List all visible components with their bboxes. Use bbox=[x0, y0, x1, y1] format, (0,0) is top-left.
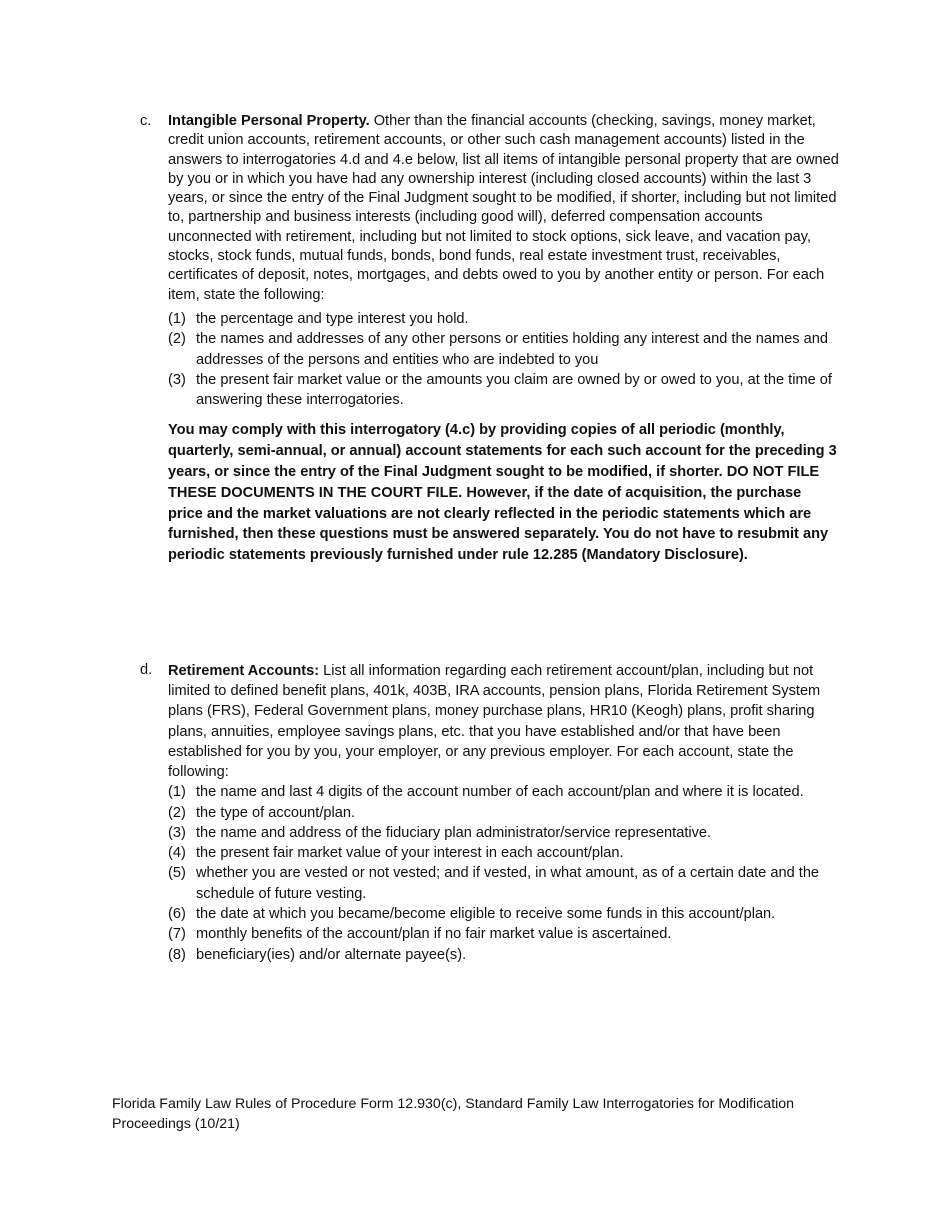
section-intangible-property bbox=[140, 112, 840, 566]
list-item-text: the percentage and type interest you hold. bbox=[196, 310, 469, 327]
list-item-text: monthly benefits of the account/plan if no fair market value is ascertained. bbox=[196, 926, 672, 943]
list-item bbox=[168, 924, 840, 944]
item-list bbox=[168, 309, 840, 410]
list-item-text: beneficiary(ies) and/or alternate payee(s). bbox=[196, 946, 467, 963]
list-item-number: (2) bbox=[168, 331, 186, 348]
list-item-number: (5) bbox=[168, 865, 186, 882]
list-item bbox=[168, 803, 840, 823]
list-item-text: the name and last 4 digits of the account number of each account/plan and where it is located. bbox=[196, 784, 804, 801]
list-item-number: (1) bbox=[168, 310, 186, 327]
list-item bbox=[168, 843, 840, 863]
list-item bbox=[168, 863, 840, 904]
list-item-number: (1) bbox=[168, 784, 186, 801]
item-list bbox=[168, 782, 840, 965]
list-item bbox=[168, 945, 840, 965]
list-item bbox=[168, 309, 840, 329]
list-item-number: (3) bbox=[168, 371, 186, 388]
section-intro bbox=[168, 661, 840, 782]
list-item-text: the present fair market value or the amounts you claim are owned by or owed to you, at the time of answering these interrogatories. bbox=[196, 371, 832, 409]
section-heading: Retirement Accounts: bbox=[168, 663, 320, 679]
list-item bbox=[168, 904, 840, 924]
list-item-number: (3) bbox=[168, 824, 186, 841]
section-letter: c. bbox=[140, 113, 152, 129]
list-item-number: (7) bbox=[168, 926, 186, 943]
section-intro-text: Other than the financial accounts (checking, savings, money market, credit union accounts, retirement accounts, or other such cash management accounts) listed in the answers to interrogatories 4.d and 4.e below, list all items of intangible personal property that are owned by you or in which you have had any ownership interest (including closed accounts) within the last 3 years, or since the entry of the Final Judgment sought to be modified, if shorter, including but not limited to, partnership and business interests (including good will), deferred compensation accounts unconnected with retirement, including but not limited to stock options, sick leave, and vacation pay, stocks, stock funds, mutual funds, bonds, bond funds, real estate investment trust, receivables, certificates of deposit, notes, mortgages, and debts owed to you by another entity or person. For each item, state the following: bbox=[168, 113, 839, 303]
list-item-number: (8) bbox=[168, 946, 186, 963]
list-item-text: the name and address of the fiduciary plan administrator/service representative. bbox=[196, 824, 712, 841]
section-retirement-accounts bbox=[140, 661, 840, 965]
section-intro-text: List all information regarding each retirement account/plan, including but not limited to defined benefit plans, 401k, 403B, IRA accounts, pension plans, Florida Retirement System plans (FRS), Federal Government plans, money purchase plans, HR10 (Keogh) plans, profit sharing plans, annuities, employee savings plans, etc. that you have established and/or that have been established for you by you, your employer, or any previous employer. For each account, state the following: bbox=[168, 663, 821, 781]
list-item bbox=[168, 370, 840, 411]
list-item bbox=[168, 329, 840, 370]
section-heading: Intangible Personal Property. bbox=[168, 113, 370, 129]
list-item-text: the present fair market value of your interest in each account/plan. bbox=[196, 845, 624, 862]
list-item-number: (6) bbox=[168, 906, 186, 922]
list-item-text: the names and addresses of any other persons or entities holding any interest and the names and addresses of the persons and entities who are indebted to you bbox=[196, 331, 828, 368]
list-item bbox=[168, 782, 840, 802]
compliance-note: You may comply with this interrogatory (4.c) by providing copies of all periodic (monthly, quarterly, semi-annual, or annual) account statements for each such account for the preceding 3 years, or since the entry of the Final Judgment sought to be modified, if shorter. DO NOT FILE THESE DOCUMENTS IN THE COURT FILE. However, if the date of acquisition, the purchase price and the market valuations are not clearly reflected in the periodic statements which are furnished, then these questions must be answered separately. You do not have to resubmit any periodic statements previously furnished under rule 12.285 (Mandatory Disclosure). bbox=[168, 422, 837, 564]
list-item-number: (2) bbox=[168, 804, 186, 821]
list-item-text: whether you are vested or not vested; and if vested, in what amount, as of a certain date and the schedule of future vesting. bbox=[196, 865, 820, 902]
list-item-number: (4) bbox=[168, 845, 186, 862]
section-letter: d. bbox=[140, 662, 153, 678]
list-item-text: the type of account/plan. bbox=[196, 804, 356, 821]
section-intro bbox=[168, 112, 840, 305]
list-item-text: the date at which you became/become eligible to receive some funds in this account/plan. bbox=[196, 906, 776, 922]
page-footer: Florida Family Law Rules of Procedure Form 12.930(c), Standard Family Law Interrogatories for Modification Proceedings (10/21) bbox=[112, 1096, 795, 1132]
list-item bbox=[168, 823, 840, 843]
